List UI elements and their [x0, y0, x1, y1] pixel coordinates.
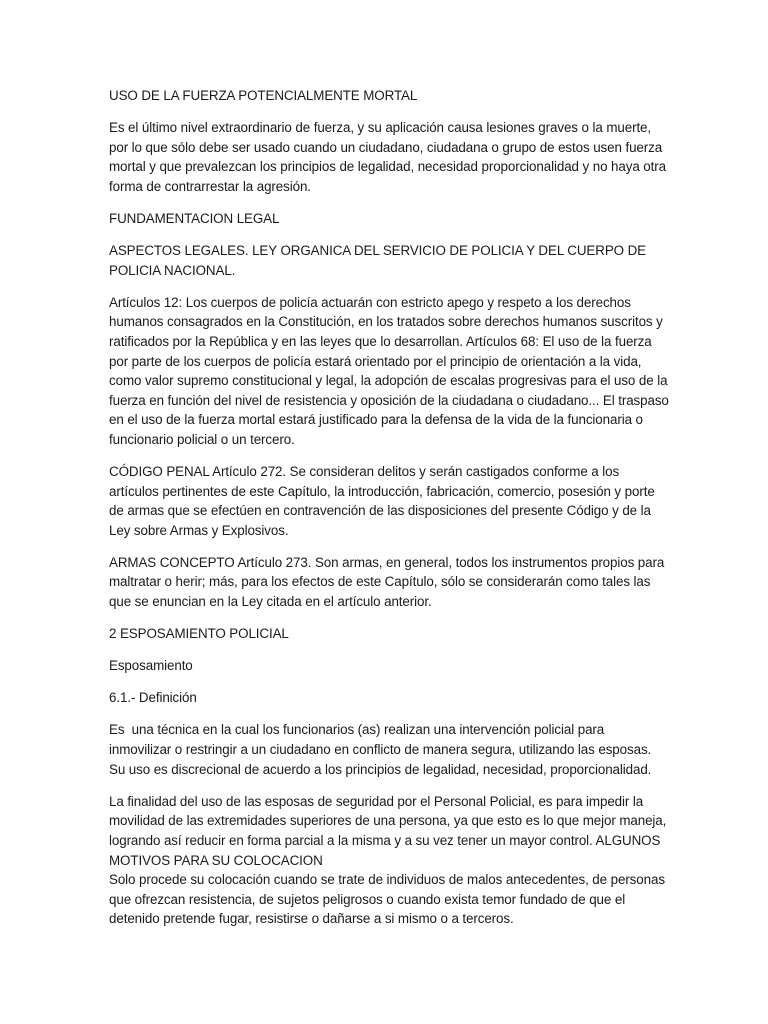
section-title-esposamiento-policial: 2 ESPOSAMIENTO POLICIAL: [109, 626, 289, 642]
section-title-aspectos-legales: ASPECTOS LEGALES. LEY ORGANICA DEL SERVICIO DE POLICIA Y DEL CUERPO DE POLICIA NACIONAL.: [109, 243, 650, 278]
subsection-title-esposamiento: Esposamiento: [109, 658, 193, 674]
paragraph-procedencia-colocacion: Solo procede su colocación cuando se trate de individuos de malos antecedentes, de personas que ofrezcan resistencia, de sujetos peligrosos o cuando exista temor fundado de que el detenido pretende fugar, resistirse o dañarse a si mismo o a terceros.: [109, 872, 669, 927]
paragraph-codigo-penal-272: CÓDIGO PENAL Artículo 272. Se consideran delitos y serán castigados conforme a los artículos pertinentes de este Capítulo, la introducción, fabricación, comercio, posesión y porte de armas que se efectúen en contravención de las disposiciones del presente Código y de la Ley sobre Armas y Explosivos.: [109, 464, 659, 538]
paragraph-tecnica-esposamiento: Es una técnica en la cual los funcionarios (as) realizan una intervención policial para inmovilizar o restringir a un ciudadano en conflicto de manera segura, utilizando las esposas. Su uso es discrecional de acuerdo a los principios de legalidad, necesidad, proporcionalidad.: [109, 722, 655, 777]
paragraph-finalidad-esposas: La finalidad del uso de las esposas de seguridad por el Personal Policial, es para impedir la movilidad de las extremidades superiores de una persona, ya que esto es lo que mejor maneja, logrando así reducir en forma parcial a la misma y a su vez tener un mayor control. ALGUNOS MOTIVOS PARA SU COLOCACION: [109, 793, 670, 868]
paragraph-armas-concepto-273: ARMAS CONCEPTO Artículo 273. Son armas, en general, todos los instrumentos propios para maltratar o herir; más, para los efectos de este Capítulo, sólo se considerarán como tales las que se enuncian en la Ley citada en el artículo anterior.: [109, 554, 668, 610]
paragraph-articulos-12-68: Artículos 12: Los cuerpos de policía actuarán con estricto apego y respeto a los derechos humanos consagrados en la Constitución, en los tratados sobre derechos humanos suscritos y ratificados por la República y en las leyes que lo desarrollan. Artículos 68: El uso de la fuerza por parte de los cuerpos de policía estará orientado por el principio de orientación a la vida, como valor supremo constitucional y legal, la adopción de escalas progresivas para el uso de la fuerza en función del nivel de resistencia y oposición de la ciudadana o ciudadano... El traspaso en el uso de la fuerza mortal estará justificado para la defensa de la vida de la funcionaria o funcionario policial o un tercero.: [109, 294, 673, 447]
document-page: [109, 86, 673, 941]
paragraph-definicion-fuerza-mortal: Es el último nivel extraordinario de fuerza, y su aplicación causa lesiones graves o la muerte, por lo que sólo debe ser usado cuando un ciudadano, ciudadana o grupo de estos usen fuerza mortal y que prevalezcan los principios de legalidad, necesidad proporcionalidad y no haya otra forma de contrarrestar la agresión.: [109, 120, 670, 194]
section-title-uso-fuerza-mortal: USO DE LA FUERZA POTENCIALMENTE MORTAL: [109, 88, 418, 103]
section-title-fundamentacion-legal: FUNDAMENTACION LEGAL: [109, 210, 280, 226]
subsection-title-definicion: 6.1.- Definición: [109, 690, 197, 706]
